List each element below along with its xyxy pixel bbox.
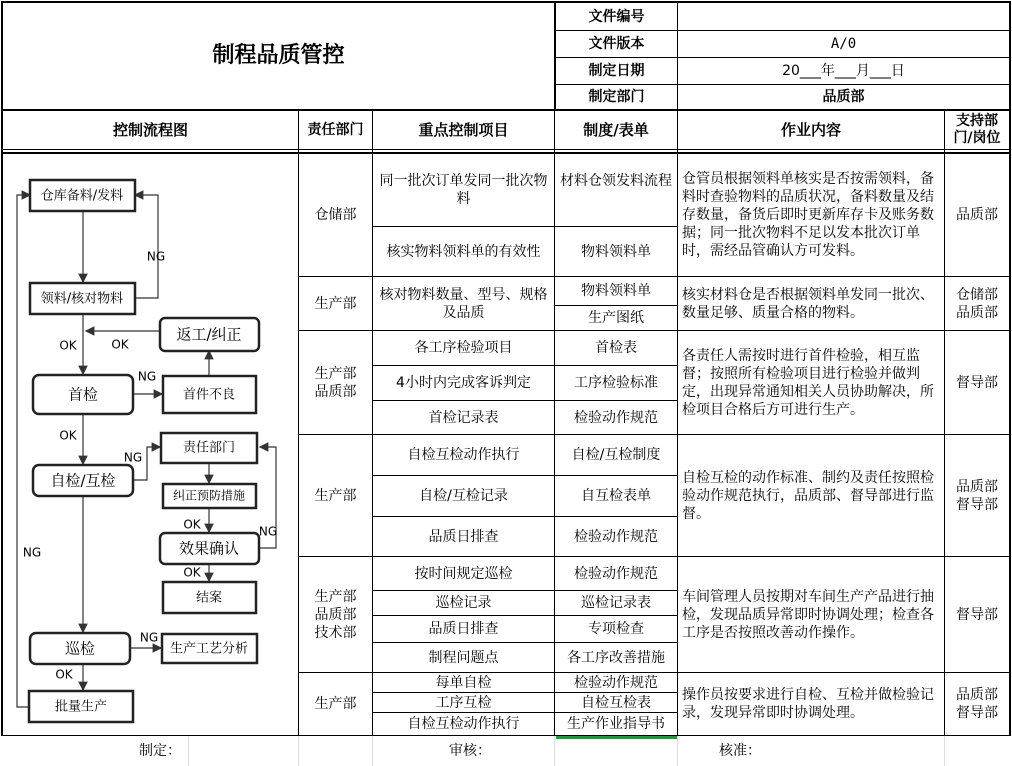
footer-made-label: 制定：	[139, 743, 181, 759]
section-5-item-3: 品质日排查	[428, 621, 499, 637]
section-4-item-1: 自检互检动作执行	[407, 447, 520, 463]
section-3-item-3: 首检记录表	[428, 409, 499, 426]
section-4-dept: 生产部	[314, 487, 357, 504]
node-first-inspection-label: 首检	[67, 385, 99, 404]
node-analysis-label: 生产工艺分析	[169, 641, 249, 657]
section-3-form-2: 工序检验标准	[574, 375, 658, 391]
meta-label-date: 制定日期	[588, 63, 645, 79]
label-ng-6: NG	[139, 630, 159, 645]
col-header-work: 作业内容	[780, 121, 841, 139]
section-3-form-1: 首检表	[595, 340, 637, 356]
node-warehouse-label: 仓库备料/发料	[40, 188, 124, 204]
section-5-form-2: 巡检记录表	[581, 595, 651, 611]
label-ok-6: OK	[55, 667, 73, 682]
col-header-items: 重点控制项目	[418, 121, 509, 139]
node-batch-label: 批量生产	[54, 699, 108, 715]
col-header-dept: 责任部门	[307, 122, 364, 138]
section-2-work: 核实材料仓是否根据领料单发同一批次、数量足够、质量合格的物料。	[682, 286, 934, 321]
section-4-form-1: 自检/互检制度	[571, 447, 661, 463]
section-2-form-1: 物料领料单	[581, 283, 651, 299]
node-patrol-label: 巡检	[64, 639, 96, 658]
section-5-support: 督导部	[956, 606, 998, 623]
section-6-support: 品质部 督导部	[956, 687, 998, 721]
section-6-dept: 生产部	[314, 696, 357, 712]
meta-value-date: 20___年___月___日	[782, 63, 905, 79]
meta-value-dept: 品质部	[822, 89, 865, 105]
col-header-flow: 控制流程图	[112, 121, 188, 139]
section-3-item-2: 4小时内完成客诉判定	[396, 375, 531, 391]
section-4-form-2: 自互检表单	[581, 488, 651, 504]
edge-2-1-ng	[135, 195, 158, 298]
label-ng-2: NG	[137, 369, 157, 384]
section-6-form-1: 检验动作规范	[574, 674, 658, 691]
node-rework-label: 返工/纠正	[176, 325, 242, 344]
label-ok-2: OK	[111, 337, 129, 352]
meta-label-dept: 制定部门	[588, 89, 645, 105]
section-2-form-2: 生产图纸	[588, 310, 644, 326]
label-ng-3: NG	[123, 450, 143, 465]
document-title: 制程品质管控	[212, 43, 345, 68]
node-close-label: 结案	[195, 590, 223, 606]
label-ok-4: OK	[183, 517, 201, 532]
section-4-item-3: 品质日排查	[428, 528, 499, 545]
section-2-item-1: 核对物料数量、型号、规格及品质	[379, 286, 548, 321]
footer-review-label: 审核：	[449, 743, 491, 759]
section-6-form-3: 生产作业指导书	[567, 716, 665, 732]
section-1-form-1: 材料仓领发料流程	[560, 173, 672, 189]
section-5-dept: 生产部 品质部 技术部	[314, 588, 357, 641]
section-1-dept: 仓储部	[314, 207, 357, 223]
label-ok-1: OK	[59, 338, 77, 353]
col-header-forms: 制度/表单	[583, 121, 649, 139]
edge-12-1-loop	[17, 195, 30, 707]
section-5-item-2: 巡检记录	[435, 595, 492, 611]
section-4-work: 自检互检的动作标准、制约及责任按照检验动作规范执行，品质部、督导部进行监督。	[682, 469, 934, 522]
meta-value-doc-no	[678, 3, 1009, 30]
section-6-form-2: 自检互检表	[581, 694, 651, 711]
section-3-form-3: 检验动作规范	[574, 409, 658, 426]
node-corrective-label: 纠正预防措施	[172, 488, 246, 503]
section-2-dept: 生产部	[314, 295, 357, 312]
node-receive-label: 领料/核对物料	[40, 291, 124, 307]
label-ok-5: OK	[183, 565, 201, 580]
meta-label-version: 文件版本	[588, 36, 645, 52]
section-1-form-2: 物料领料单	[581, 243, 651, 260]
section-5-item-4: 制程问题点	[428, 649, 499, 666]
section-6-item-2: 工序互检	[435, 694, 492, 711]
meta-label-doc-no: 文件编号	[588, 8, 645, 25]
section-4-support: 品质部 督导部	[956, 478, 998, 513]
meta-value-version: A/0	[830, 36, 857, 52]
section-6-work: 操作员按要求进行自检、互检并做检验记录，发现异常即时协调处理。	[682, 687, 934, 721]
section-1-item-2: 核实物料领料单的有效性	[386, 243, 541, 260]
label-ng-4: NG	[258, 524, 278, 539]
section-4-item-2: 自检/互检记录	[419, 488, 508, 504]
label-ng-5: NG	[22, 545, 42, 560]
node-first-defect-label: 首件不良	[182, 387, 236, 403]
label-ng-1: NG	[146, 249, 166, 264]
section-3-item-1: 各工序检验项目	[414, 340, 513, 356]
label-ok-3: OK	[59, 428, 77, 443]
section-4-form-3: 检验动作规范	[574, 528, 658, 545]
section-3-dept: 生产部 品质部	[314, 365, 357, 400]
section-3-work: 各责任人需按时进行首件检验，相互监督；按照所有检验项目进行检验并做判定，出现异常通知相关人员协助解决，所检项目合格后方可进行生产。	[682, 347, 934, 418]
node-verify-label: 效果确认	[178, 539, 240, 558]
node-self-check-label: 自检/互检	[50, 471, 116, 490]
section-3-support: 督导部	[956, 374, 998, 391]
section-5-form-1: 检验动作规范	[574, 565, 658, 582]
section-5-form-3: 专项检查	[588, 621, 644, 637]
section-2-support: 仓储部 品质部	[956, 286, 998, 321]
section-5-form-4: 各工序改善措施	[567, 649, 665, 666]
section-6-item-3: 自检互检动作执行	[407, 716, 520, 732]
control-flowchart	[0, 154, 298, 735]
section-1-item-1: 同一批次订单发同一批次物料	[379, 173, 548, 207]
node-responsible-label: 责任部门	[182, 440, 236, 456]
section-1-support: 品质部	[956, 207, 998, 223]
section-5-item-1: 按时间规定巡检	[414, 565, 513, 582]
section-6-item-1: 每单自检	[435, 674, 492, 691]
section-1-work: 仓管员根据领料单核实是否按需领料，备料时查验物料的品质状况，备料数量及结存数量，备货后即时更新库存卡及账务数据；同一批次物料不足以发本批次订单时，需经品管确认方可发料。	[682, 171, 934, 259]
col-header-support: 支持部门/岗位	[953, 113, 1001, 146]
section-5-work: 车间管理人员按期对车间生产产品进行抽检，发现品质异常即时协调处理；检查各工序是否按照改善动作操作。	[682, 588, 934, 641]
footer-approve-label: 核准：	[719, 743, 761, 759]
